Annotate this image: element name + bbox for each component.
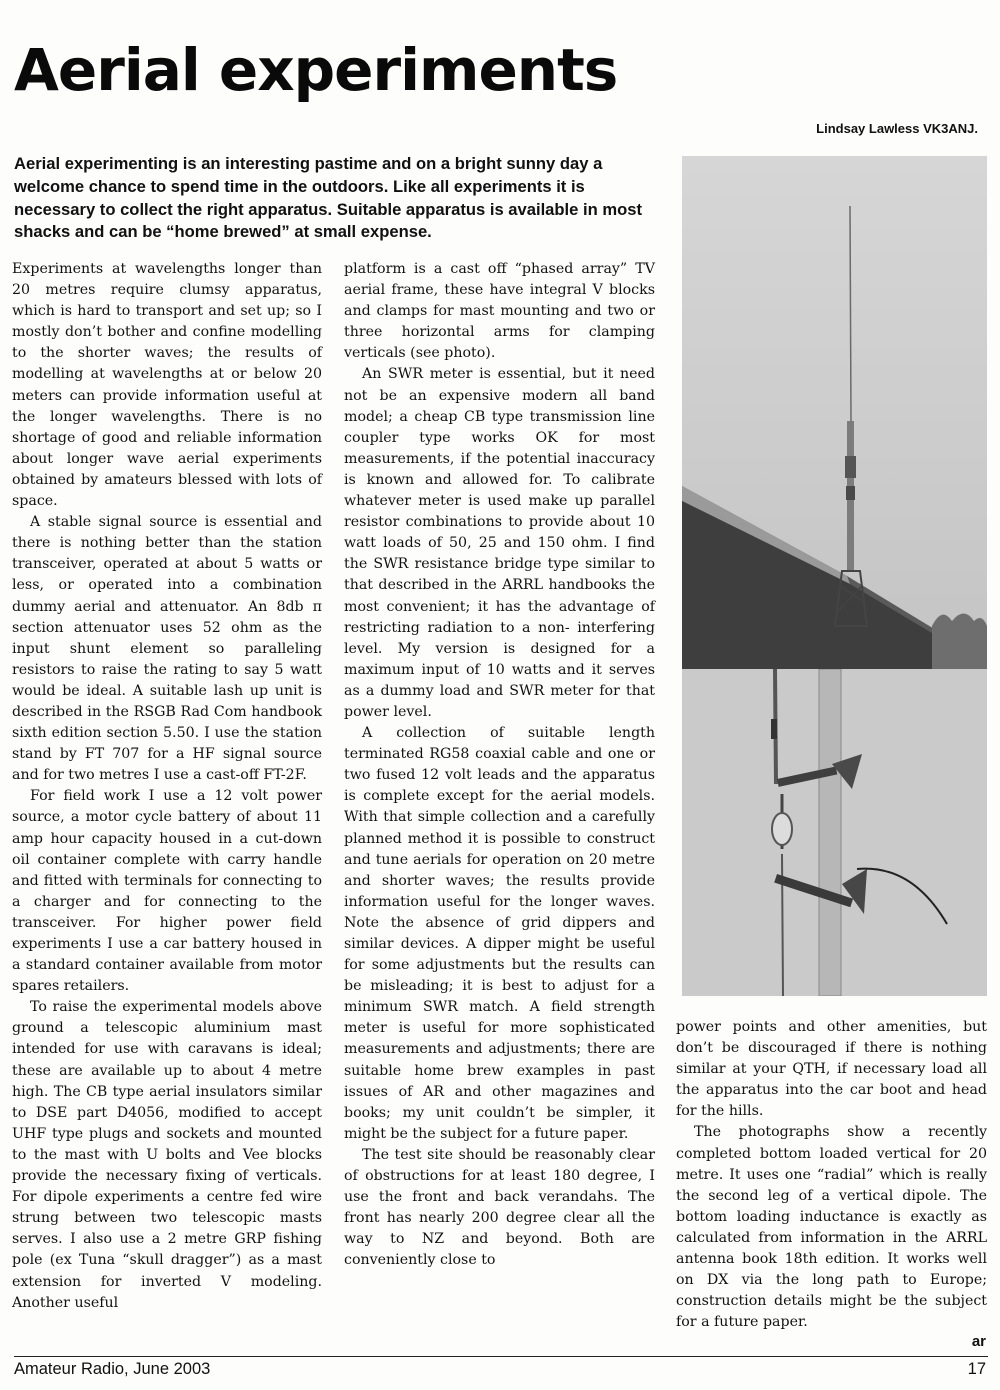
text-column-2: [344, 259, 655, 1272]
paragraph: platform is a cast off “phased array” TV aerial frame, these have integral V blocks and clamps for mast mounting and two or three horizontal arms for clamping verticals (see photo).: [344, 261, 655, 362]
bottom-loading-coil-closeup-photo: [682, 669, 987, 996]
paragraph: Experiments at wavelengths longer than 20 metres require clumsy apparatus, which is hard to transport and set up; so I mostly don’t bother and confine modelling to the shorter waves; the results of modelling at wavelengths at or below 20 meters can provide information useful at the longer wavelengths. There is no shortage of good and reliable information about longer wave aerial experiments obtained by amateurs blessed with lots of space.: [12, 261, 322, 510]
page-number: 17: [967, 1360, 986, 1378]
text-column-3: [676, 1017, 987, 1333]
paragraph: A collection of suitable length terminated RG58 coaxial cable and one or two fused 12 volt leads and the apparatus is complete except for the aerial models. With that simple collection and a carefully planned method it is possible to construct and tune aerials for operation on 20 metre and shorter waves; the results provide information useful for the longer waves. Note the absence of grid dippers and similar devices. A dipper might be useful for some adjustments but the results can be misleading; it is best to adjust for a minimum SWR match. A field strength meter is useful for more sophisticated measurements and adjustments; there are suitable home brew examples in past issues of AR and other magazines and books; my unit couldn’t be simpler, it might be the subject for a future paper.: [344, 725, 655, 1142]
paragraph: For field work I use a 12 volt power source, a motor cycle battery of about 11 amp hour capacity housed in a cut-down oil container complete with carry handle and fitted with terminals for connecting to a charger and for connecting to the transceiver. For higher power field experiments I use a car battery housed in a standard container available from motor spares retailers.: [12, 788, 322, 995]
text-column-1: [12, 259, 322, 1314]
publication-footer: Amateur Radio, June 2003: [14, 1360, 211, 1378]
paragraph: The test site should be reasonably clear of obstructions for at least 180 degree, I use the front and back verandahs. The front has nearly 200 degree clear all the way to NZ and beyond. Both are conveniently close to: [344, 1146, 655, 1269]
end-of-article-mark: ar: [971, 1333, 986, 1350]
author-byline: Lindsay Lawless VK3ANJ.: [816, 121, 978, 136]
footer-rule: [14, 1356, 988, 1357]
vertical-antenna-mast-photo: [682, 156, 987, 669]
paragraph: power points and other amenities, but don’t be discouraged if there is nothing similar at your QTH, if necessary load all the apparatus into the car boot and head for the hills.: [676, 1019, 987, 1120]
article-title: Aerial experiments: [14, 36, 618, 104]
paragraph: To raise the experimental models above ground a telescopic aluminium mast intended for use with caravans is ideal; these are available up to about 4 metre high. The CB type aerial insulators similar to DSE part D4056, modified to accept UHF type plugs and sockets and mounted to the mast with U bolts and Vee blocks provide the necessary fixing of verticals. For dipole experiments a centre fed wire strung between two telescopic masts serves. I also use a 2 metre GRP fishing pole (ex Tuna “skull dragger”) as a mast extension for inverted V modeling. Another useful: [12, 999, 322, 1311]
paragraph: The photographs show a recently completed bottom loaded vertical for 20 metre. It uses one “radial” which is really the second leg of a vertical dipole. The bottom loading inductance is exactly as calculated from information in the ARRL antenna book 18th edition. It works well on DX via the long path to Europe; construction details might be the subject for a future paper.: [676, 1124, 987, 1331]
paragraph: A stable signal source is essential and there is nothing better than the station transceiver, operated at about 5 watts or less, or operated into a combination dummy aerial and attenuator. An 8db π section attenuator uses 52 ohm as the input shunt element so paralleling resistors to raise the rating to say 5 watt would be ideal. A suitable lash up unit is described in the RSGB Rad Com handbook sixth edition section 5.50. I use the station stand by FT 707 for a HF signal source and for two metres I use a cast-off FT-2F.: [12, 514, 322, 784]
article-intro: Aerial experimenting is an interesting pastime and on a bright sunny day a welcome chance to spend time in the outdoors. Like all experiments it is necessary to collect the right apparatus. Suitable apparatus is available in most shacks and can be “home brewed” at small expense.: [14, 154, 643, 242]
paragraph: An SWR meter is essential, but it need not be an expensive modern all band model; a cheap CB type transmission line coupler type works OK for most measurements, if the potential inaccuracy is known and allowed for. To calibrate whatever meter is used make up parallel resistor combinations to provide about 10 watt loads of 50, 25 and 150 ohm. I find the SWR resistance bridge type similar to that described in the ARRL handbooks the most convenient; it has the advantage of restricting radiation to a non- interfering level. My version is designed for a maximum input of 10 watts and it serves as a dummy load and SWR meter for that power level.: [344, 366, 655, 720]
